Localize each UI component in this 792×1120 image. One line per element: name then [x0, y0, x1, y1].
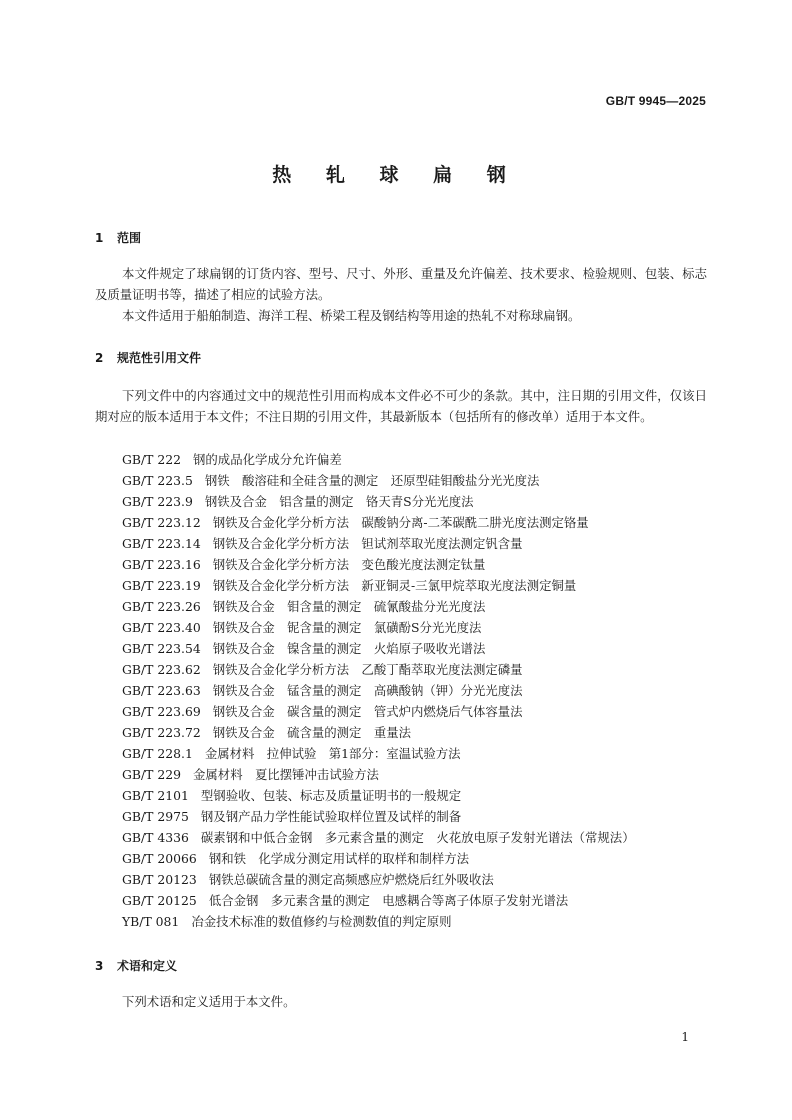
- reference-code: GB/T 228.1: [122, 746, 193, 761]
- reference-title: 型钢验收、包装、标志及质量证明书的一般规定: [200, 788, 462, 803]
- list-item: [122, 785, 635, 806]
- paragraph: 下列文件中的内容通过文中的规范性引用而构成本文件必不可少的条款。其中，注日期的引用文件，仅该日期对应的版本适用于本文件；不注日期的引用文件，其最新版本（包括所有的修改单）适用于本文件。: [95, 388, 707, 424]
- reference-code: GB/T 2975: [122, 809, 189, 824]
- section-heading-scope: [95, 229, 141, 246]
- list-item: [122, 512, 635, 533]
- list-item: [122, 743, 635, 764]
- list-item: [122, 827, 635, 848]
- page-number: 1: [681, 1030, 689, 1044]
- list-item: [122, 449, 635, 470]
- reference-title: 低合金钢 多元素含量的测定 电感耦合等离子体原子发射光谱法: [208, 893, 569, 908]
- reference-title: 碳素钢和中低合金钢 多元素含量的测定 火花放电原子发射光谱法（常规法）: [200, 830, 635, 845]
- reference-code: GB/T 223.69: [122, 704, 201, 719]
- document-title: 热 轧 球 扁 钢: [272, 164, 520, 186]
- list-item: [122, 701, 635, 722]
- list-item: [122, 638, 635, 659]
- reference-list: [122, 449, 635, 932]
- reference-title: 钢铁及合金 铝含量的测定 铬天青S分光光度法: [204, 494, 474, 509]
- list-item: [122, 890, 635, 911]
- reference-code: GB/T 223.62: [122, 662, 201, 677]
- reference-code: GB/T 223.40: [122, 620, 201, 635]
- reference-code: GB/T 20125: [122, 893, 197, 908]
- reference-title: 钢铁及合金 钼含量的测定 硫氰酸盐分光光度法: [212, 599, 486, 614]
- reference-code: GB/T 20123: [122, 872, 197, 887]
- paragraph: 本文件规定了球扁钢的订货内容、型号、尺寸、外形、重量及允许偏差、技术要求、检验规则、包装、标志及质量证明书等，描述了相应的试验方法。: [95, 266, 707, 302]
- list-item: [122, 869, 635, 890]
- reference-code: GB/T 223.63: [122, 683, 201, 698]
- reference-title: 钢及钢产品力学性能试验取样位置及试样的制备: [200, 809, 462, 824]
- section-title: 规范性引用文件: [117, 351, 202, 365]
- reference-code: GB/T 20066: [122, 851, 197, 866]
- reference-code: GB/T 223.9: [122, 494, 193, 509]
- reference-title: 钢铁及合金 锰含量的测定 高碘酸钠（钾）分光光度法: [212, 683, 523, 698]
- reference-title: 钢铁及合金 碳含量的测定 管式炉内燃烧后气体容量法: [212, 704, 523, 719]
- section-number: 3: [95, 959, 104, 973]
- reference-code: YB/T 081: [122, 914, 180, 929]
- reference-code: GB/T 4336: [122, 830, 189, 845]
- reference-title: 钢铁及合金化学分析方法 碳酸钠分离-二苯碳酰二肼光度法测定铬量: [212, 515, 589, 530]
- reference-code: GB/T 2101: [122, 788, 189, 803]
- reference-title: 钢的成品化学成分允许偏差: [193, 452, 342, 467]
- reference-title: 钢铁及合金化学分析方法 变色酸光度法测定钛量: [212, 557, 486, 572]
- reference-code: GB/T 223.16: [122, 557, 201, 572]
- reference-title: 冶金技术标准的数值修约与检测数值的判定原则: [191, 914, 452, 929]
- section-title: 术语和定义: [117, 959, 178, 973]
- reference-title: 钢铁及合金化学分析方法 钽试剂萃取光度法测定钒含量: [212, 536, 523, 551]
- reference-title: 钢和铁 化学成分测定用试样的取样和制样方法: [208, 851, 470, 866]
- list-item: [122, 470, 635, 491]
- list-item: [122, 491, 635, 512]
- reference-title: 钢铁及合金 铌含量的测定 氯磺酚S分光光度法: [212, 620, 482, 635]
- reference-code: GB/T 223.54: [122, 641, 201, 656]
- reference-code: GB/T 223.19: [122, 578, 201, 593]
- list-item: [122, 848, 635, 869]
- list-item: [122, 764, 635, 785]
- paragraph: 本文件适用于船舶制造、海洋工程、桥梁工程及钢结构等用途的热轧不对称球扁钢。: [122, 308, 581, 323]
- list-item: [122, 575, 635, 596]
- reference-title: 钢铁及合金化学分析方法 乙酸丁酯萃取光度法测定磷量: [212, 662, 523, 677]
- list-item: [122, 806, 635, 827]
- list-item: [122, 554, 635, 575]
- list-item: [122, 722, 635, 743]
- list-item: [122, 533, 635, 554]
- reference-code: GB/T 222: [122, 452, 182, 467]
- list-item: [122, 596, 635, 617]
- reference-code: GB/T 229: [122, 767, 182, 782]
- paragraph: 下列术语和定义适用于本文件。: [122, 994, 296, 1009]
- list-item: [122, 680, 635, 701]
- reference-code: GB/T 223.26: [122, 599, 201, 614]
- reference-title: 钢铁 酸溶硅和全硅含量的测定 还原型硅钼酸盐分光光度法: [204, 473, 540, 488]
- reference-code: GB/T 223.14: [122, 536, 201, 551]
- reference-title: 钢铁总碳硫含量的测定高频感应炉燃烧后红外吸收法: [208, 872, 494, 887]
- standard-code: GB/T 9945—2025: [605, 94, 706, 108]
- list-item: [122, 617, 635, 638]
- reference-code: GB/T 223.5: [122, 473, 193, 488]
- reference-title: 钢铁及合金 硫含量的测定 重量法: [212, 725, 411, 740]
- reference-title: 钢铁及合金 镍含量的测定 火焰原子吸收光谱法: [212, 641, 486, 656]
- section-number: 1: [95, 231, 104, 245]
- reference-title: 金属材料 夏比摆锤冲击试验方法: [193, 767, 379, 782]
- reference-title: 钢铁及合金化学分析方法 新亚铜灵-三氯甲烷萃取光度法测定铜量: [212, 578, 577, 593]
- section-heading-terms-definitions: [95, 957, 177, 974]
- list-item: [122, 911, 635, 932]
- reference-title: 金属材料 拉伸试验 第1部分：室温试验方法: [204, 746, 461, 761]
- section-number: 2: [95, 351, 104, 365]
- section-title: 范围: [117, 231, 142, 245]
- list-item: [122, 659, 635, 680]
- section-heading-normative-references: [95, 349, 201, 366]
- reference-code: GB/T 223.72: [122, 725, 201, 740]
- reference-code: GB/T 223.12: [122, 515, 201, 530]
